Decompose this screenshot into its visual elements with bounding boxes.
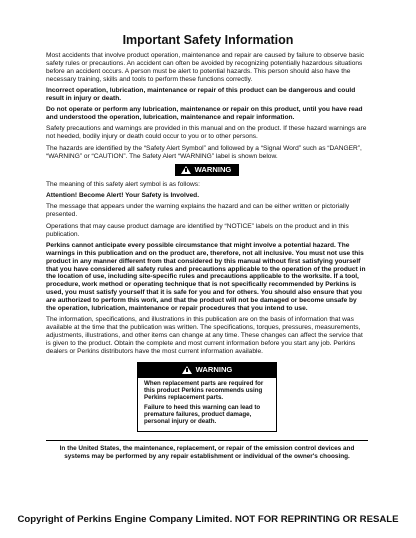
warning-label xyxy=(175,164,240,176)
warning-box-label-text: WARNING xyxy=(195,364,233,374)
safety-alert-icon xyxy=(181,166,191,174)
paragraph-message: The message that appears under the warning explains the hazard and can be either written or pictorially presented. xyxy=(46,203,350,219)
warning-box-label xyxy=(178,365,237,375)
warning-label-text: WARNING xyxy=(194,164,232,174)
copyright-notice: Copyright of Perkins Engine Company Limited. NOT FOR REPRINTING OR RESALE xyxy=(17,514,399,525)
paragraph-information: The information, specifications, and illustrations in this publication are on the basis of information that was available at the time that the publication was written. The specifications, torques, pressures, measurements, adjustments, illustrations, and other items can change at any time. These changes can affect the service that is given to the product. Obtain the complete and most current information before you start any job. Perkins dealers or Perkins distributors have the most current information available. xyxy=(46,316,363,355)
paragraph-perkins-disclaimer: Perkins cannot anticipate every possible circumstance that might involve a potential hazard. The warnings in this publication and on the product are, therefore, not all inclusive. You must not use this product in any manner different from that considered by this manual without first satisfying yourself that you have considered all safety rules and precautions applicable to the operation of the product in the location of use, including site-specific rules and precautions applicable to the worksite. If a tool, procedure, work method or operating technique that is not specifically recommended by Perkins is used, you must satisfy yourself that it is safe for you and for others. You should also ensure that you are authorized to perform this work, and that the product will not be damaged or become unsafe by the operation, lubrication, maintenance or repair procedures that you intend to use. xyxy=(46,241,366,313)
content-body xyxy=(46,52,368,461)
paragraph-do-not-operate: Do not operate or perform any lubrication, maintenance or repair on this product, until you have read and understood the operation, lubrication, maintenance and repair information. xyxy=(46,106,363,122)
warning-label-row xyxy=(46,164,368,176)
paragraph-meaning: The meaning of this safety alert symbol is as follows: xyxy=(46,180,200,188)
paragraph-attention: Attention! Become Alert! Your Safety is Involved. xyxy=(46,192,200,200)
paragraph-intro: Most accidents that involve product operation, maintenance and repair are caused by failure to observe basic safety rules or precautions. An accident can often be avoided by recognizing potentially hazardous situations before an accident occurs. A person must be alert to potential hazards. This person should also have the necessary training, skills and tools to perform these functions correctly. xyxy=(46,52,365,83)
paragraph-hazards: The hazards are identified by the “Safety Alert Symbol” and followed by a “Signal Word” such as “DANGER”, “WARNING” or “CAUTION”. The Safety Alert “WARNING” label is shown below. xyxy=(46,144,362,160)
warning-box-header xyxy=(138,363,276,378)
warning-box xyxy=(137,362,277,432)
safety-alert-icon xyxy=(182,366,192,374)
paragraph-precautions: Safety precautions and warnings are provided in this manual and on the product. If these hazard warnings are not heeded, bodily injury or death could occur to you or to other persons. xyxy=(46,125,367,141)
paragraph-notice: Operations that may cause product damage are identified by “NOTICE” labels on the product and in this publication. xyxy=(46,222,349,238)
page-title: Important Safety Information xyxy=(122,33,294,47)
warning-box-text-1: When replacement parts are required for this product Perkins recommends using Perkins replacement parts. xyxy=(144,379,264,402)
warning-box-text-2: Failure to heed this warning can lead to premature failures, product damage, personal injury or death. xyxy=(144,403,261,425)
paragraph-danger-note: Incorrect operation, lubrication, maintenance or repair of this product can be dangerous and could result in injury or death. xyxy=(46,87,356,102)
emission-footnote: In the United States, the maintenance, replacement, or repair of the emission control devices and systems may be performed by any repair establishment or individual of the owner's choosing. xyxy=(46,440,368,461)
